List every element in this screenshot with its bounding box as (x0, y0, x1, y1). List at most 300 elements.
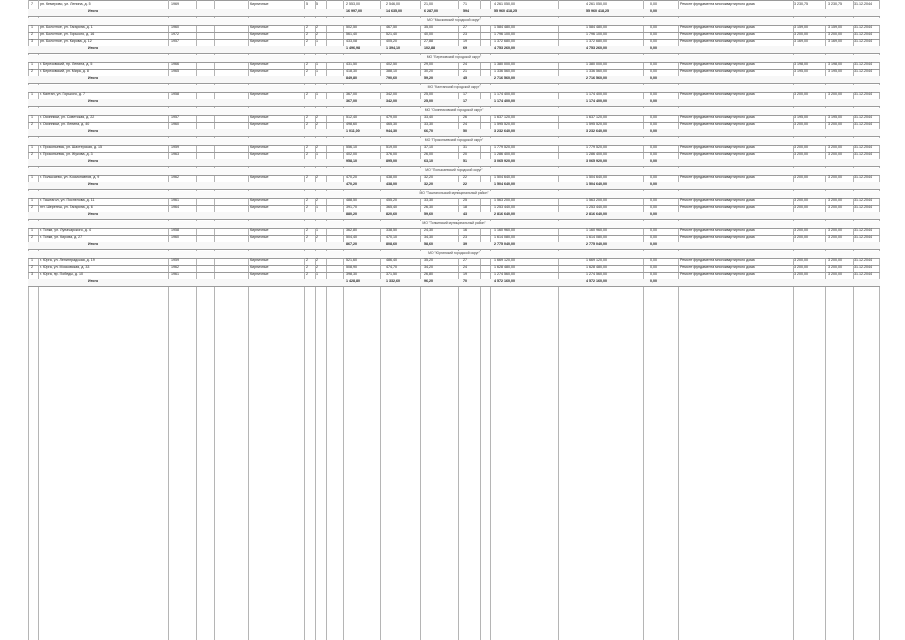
cell-en: 1 (316, 69, 318, 73)
cell-area: 508,90 (346, 265, 357, 269)
cell-cost2: 2 816 640,00 (586, 212, 607, 216)
cell-pers: 31 (463, 145, 467, 149)
cell-u2: 3 195,00 (828, 69, 842, 73)
cell-addr: г. Осинники, ул. Ленина, д. 40 (40, 122, 90, 126)
cell-u2: 3 200,00 (828, 198, 842, 202)
cell-cost2: 1 504 640,00 (586, 175, 607, 179)
cell-f: 0,00 (650, 212, 657, 216)
cell-n: 2 (31, 69, 33, 73)
cell-wall: Кирпичные (250, 145, 269, 149)
section-title: МО "Мысковский городской округ" (427, 18, 481, 22)
cell-area2: 521,40 (386, 32, 397, 36)
cell-addr: г. Березовский, пр. Ленина, д. 5 (40, 62, 93, 66)
cell-en: 2 (316, 198, 318, 202)
cell-area3: 29,00 (424, 62, 433, 66)
cell-area: 521,60 (346, 258, 357, 262)
cell-date: 31.12.2044 (854, 62, 872, 66)
cell-cost2: 1 563 200,00 (586, 198, 607, 202)
cell-work: Ремонт фундамента многоквартирного дома (680, 115, 755, 119)
cell-addr: г. Юрга, ул. Ленинградская, д. 19 (40, 258, 95, 262)
cell-cost2: 1 274 560,00 (586, 272, 607, 276)
cell-area: 502,50 (346, 25, 357, 29)
cell-fl: 2 (306, 115, 308, 119)
cell-date: 31.12.2044 (854, 175, 872, 179)
cell-f: 0,00 (650, 62, 657, 66)
cell-n: 1 (31, 228, 33, 232)
cell-area: 362,80 (346, 228, 357, 232)
cell-u1: 3 169,00 (794, 39, 808, 43)
cell-u1: 3 200,00 (794, 228, 808, 232)
cell-u2: 3 159,00 (828, 25, 842, 29)
cell-n: 3 (31, 272, 33, 276)
cell-work: Ремонт фундамента многоквартирного дома (680, 2, 755, 6)
cell-year: 1969 (171, 2, 179, 6)
cell-u1: 3 159,00 (794, 25, 808, 29)
cell-area2: 1 394,10 (386, 46, 400, 50)
cell-year: 1965 (171, 69, 179, 73)
cell-pers: 27 (463, 258, 467, 262)
cell-f: 0,00 (650, 235, 657, 239)
cell-cost: 1 174 400,00 (494, 92, 515, 96)
cell-addr: г. Полысаево, ул. Космонавтов, д. 9 (40, 175, 100, 179)
cell-work: Ремонт фундамента многоквартирного дома (680, 69, 755, 73)
cell-fl: 2 (306, 62, 308, 66)
cell-fl: 2 (306, 175, 308, 179)
cell-area2: 342,00 (386, 92, 397, 96)
cell-wall: Кирпичные (250, 25, 269, 29)
cell-cost: 4 572 160,00 (494, 279, 515, 283)
cell-area3: 21,00 (424, 2, 433, 6)
cell-wall: Кирпичные (250, 272, 269, 276)
section-title: МО "Березовский городской округ" (426, 55, 482, 59)
cell-area3: 32,20 (424, 182, 433, 186)
cell-fl: 2 (306, 25, 308, 29)
subtotal-label: Итого (88, 279, 99, 283)
cell-area3: 26,80 (424, 272, 433, 276)
cell-cost2: 1 372 680,00 (586, 39, 607, 43)
cell-f: 0,00 (650, 145, 657, 149)
cell-en: 2 (316, 175, 318, 179)
cell-cost: 1 274 560,00 (494, 272, 515, 276)
cell-date: 31.12.2044 (854, 69, 872, 73)
regional-program-table (28, 0, 880, 640)
cell-pers: 43 (463, 212, 467, 216)
cell-year: 1957 (171, 115, 179, 119)
cell-area: 1 011,00 (346, 129, 360, 133)
cell-area3: 26,30 (424, 205, 433, 209)
cell-cost: 1 504 640,00 (494, 182, 515, 186)
cell-f: 0,00 (650, 122, 657, 126)
cell-u2: 3 200,00 (828, 145, 842, 149)
cell-area3: 102,88 (424, 46, 435, 50)
cell-f: 0,00 (650, 46, 657, 50)
cell-pers: 18 (463, 205, 467, 209)
cell-en: 1 (316, 205, 318, 209)
cell-pers: 50 (463, 129, 467, 133)
cell-cost2: 1 174 400,00 (586, 92, 607, 96)
cell-cost2: 55 960 418,25 (586, 9, 609, 13)
cell-f: 0,00 (650, 76, 657, 80)
cell-area3: 66,70 (424, 129, 433, 133)
cell-addr: г. Прокопьевск, ул. Шахтерская, д. 15 (40, 145, 103, 149)
cell-year: 1964 (171, 205, 179, 209)
cell-cost2: 2 775 040,00 (586, 242, 607, 246)
cell-u2: 3 200,00 (828, 272, 842, 276)
cell-area3: 35,00 (424, 25, 433, 29)
cell-cost: 1 286 400,00 (494, 152, 515, 156)
cell-wall: Кирпичные (250, 265, 269, 269)
cell-area: 867,20 (346, 242, 357, 246)
cell-cost: 1 504 640,00 (494, 175, 515, 179)
cell-en: 1 (316, 152, 318, 156)
cell-en: 1 (316, 272, 318, 276)
cell-pers: 27 (463, 25, 467, 29)
cell-cost: 1 253 440,00 (494, 205, 515, 209)
cell-cost: 1 372 680,00 (494, 39, 515, 43)
cell-addr: г. Прокопьевск, ул. Жукова, д. 3 (40, 152, 93, 156)
cell-area2: 405,20 (386, 39, 397, 43)
cell-addr: рп. Болотное, ул. Кирова, д. 12 (40, 39, 92, 43)
cell-pers: 51 (463, 159, 467, 163)
cell-cost2: 4 261 050,00 (586, 2, 607, 6)
cell-en: 1 (316, 92, 318, 96)
cell-u1: 3 200,00 (794, 175, 808, 179)
subtotal-label: Итого (88, 212, 99, 216)
cell-area3: 26,00 (424, 152, 433, 156)
cell-area: 431,50 (346, 62, 357, 66)
cell-n: 1 (31, 198, 33, 202)
subtotal-row (28, 76, 880, 84)
cell-area2: 474,70 (386, 265, 397, 269)
cell-area3: 34,30 (424, 235, 433, 239)
cell-date: 31.12.2044 (854, 198, 872, 202)
cell-work: Ремонт фундамента многоквартирного дома (680, 235, 755, 239)
cell-year: 1960 (171, 122, 179, 126)
cell-date: 31.12.2044 (854, 272, 872, 276)
cell-f: 0,00 (650, 272, 657, 276)
cell-u1: 3 230,75 (794, 2, 808, 6)
section-title: МО "Топкинский муниципальный район" (422, 221, 486, 225)
cell-work: Ремонт фундамента многоквартирного дома (680, 265, 755, 269)
cell-en: 2 (316, 122, 318, 126)
cell-area3: 33,40 (424, 115, 433, 119)
cell-u1: 3 200,00 (794, 152, 808, 156)
subtotal-row (28, 9, 880, 17)
cell-en: 1 (316, 62, 318, 66)
cell-f: 0,00 (650, 228, 657, 232)
cell-cost: 1 336 560,00 (494, 69, 515, 73)
cell-area3: 24,30 (424, 228, 433, 232)
cell-f: 0,00 (650, 182, 657, 186)
cell-pers: 23 (463, 32, 467, 36)
cell-wall: Кирпичные (250, 92, 269, 96)
cell-year: 1958 (171, 92, 179, 96)
cell-cost: 55 960 418,25 (494, 9, 517, 13)
cell-wall: Кирпичные (250, 205, 269, 209)
cell-pers: 19 (463, 272, 467, 276)
cell-addr: г. Юрга, пр. Победы, д. 10 (40, 272, 83, 276)
cell-en: 2 (316, 235, 318, 239)
cell-date: 31.12.2044 (854, 2, 872, 6)
cell-work: Ремонт фундамента многоквартирного дома (680, 152, 755, 156)
cell-n: 2 (31, 265, 33, 269)
cell-u1: 3 200,00 (794, 92, 808, 96)
cell-n: 1 (31, 145, 33, 149)
cell-area2: 895,00 (386, 159, 397, 163)
cell-pers: 21 (463, 69, 467, 73)
cell-cost2: 2 716 560,00 (586, 76, 607, 80)
cell-cost2: 1 796 100,00 (586, 32, 607, 36)
cell-u2: 3 200,00 (828, 258, 842, 262)
cell-f: 0,00 (650, 92, 657, 96)
subtotal-row (28, 159, 880, 167)
subtotal-label: Итого (88, 46, 99, 50)
cell-area: 433,08 (346, 39, 357, 43)
cell-addr: г. Юрга, ул. Московская, д. 33 (40, 265, 90, 269)
cell-year: 1960 (171, 25, 179, 29)
cell-cost2: 1 380 000,00 (586, 62, 607, 66)
cell-date: 31.12.2044 (854, 145, 872, 149)
cell-work: Ремонт фундамента многоквартирного дома (680, 272, 755, 276)
cell-n: 2 (31, 152, 33, 156)
cell-cost2: 1 584 480,00 (586, 25, 607, 29)
cell-year: 1960 (171, 235, 179, 239)
cell-year: 1959 (171, 258, 179, 262)
cell-work: Ремонт фундамента многоквартирного дома (680, 62, 755, 66)
cell-addr: г. Калтан, ул. Горького, д. 7 (40, 92, 85, 96)
cell-cost: 1 614 080,00 (494, 235, 515, 239)
cell-f: 0,00 (650, 2, 657, 6)
cell-en: 5 (316, 2, 318, 6)
cell-year: 1966 (171, 62, 179, 66)
cell-cost: 1 174 400,00 (494, 99, 515, 103)
cell-pers: 20 (463, 152, 467, 156)
cell-n: 1 (31, 62, 33, 66)
cell-fl: 2 (306, 122, 308, 126)
subtotal-row (28, 99, 880, 107)
cell-u2: 3 200,00 (828, 122, 842, 126)
cell-n: 2 (31, 122, 33, 126)
cell-cost2: 1 286 400,00 (586, 152, 607, 156)
cell-date: 31.12.2044 (854, 152, 872, 156)
cell-area2: 1 332,60 (386, 279, 400, 283)
cell-u1: 3 200,00 (794, 265, 808, 269)
cell-pers: 69 (463, 46, 467, 50)
cell-f: 0,00 (650, 39, 657, 43)
subtotal-row (28, 182, 880, 190)
cell-cost: 1 796 100,00 (494, 32, 515, 36)
cell-area: 1 428,80 (346, 279, 360, 283)
subtotal-row (28, 212, 880, 220)
cell-area2: 790,60 (386, 76, 397, 80)
cell-wall: Кирпичные (250, 122, 269, 126)
cell-year: 1958 (171, 228, 179, 232)
cell-pers: 17 (463, 92, 467, 96)
cell-cost2: 1 779 520,00 (586, 145, 607, 149)
cell-cost2: 3 065 920,00 (586, 159, 607, 163)
cell-area: 2 553,00 (346, 2, 360, 6)
cell-u1: 3 200,00 (794, 272, 808, 276)
cell-cost: 1 584 480,00 (494, 25, 515, 29)
cell-area2: 376,00 (386, 152, 397, 156)
cell-area2: 388,10 (386, 69, 397, 73)
cell-area2: 338,50 (386, 228, 397, 232)
cell-area2: 438,00 (386, 175, 397, 179)
section-title: МО "Юргинский городской округ" (428, 251, 480, 255)
cell-area2: 371,50 (386, 272, 397, 276)
cell-cost: 4 753 260,00 (494, 46, 515, 50)
subtotal-row (28, 129, 880, 137)
cell-cost2: 1 504 640,00 (586, 182, 607, 186)
cell-year: 1962 (171, 265, 179, 269)
cell-f: 0,00 (650, 69, 657, 73)
cell-fl: 2 (306, 152, 308, 156)
cell-addr: г. Топки, ул. Кирова, д. 27 (40, 235, 83, 239)
cell-area: 504,40 (346, 235, 357, 239)
cell-u2: 3 200,00 (828, 205, 842, 209)
cell-cost: 1 595 520,00 (494, 122, 515, 126)
cell-date: 31.12.2044 (854, 205, 872, 209)
cell-fl: 2 (306, 92, 308, 96)
cell-cost2: 1 160 960,00 (586, 228, 607, 232)
cell-f: 0,00 (650, 198, 657, 202)
cell-n: 1 (31, 115, 33, 119)
cell-addr: г. Топки, ул. Луначарского, д. 4 (40, 228, 91, 232)
cell-fl: 2 (306, 39, 308, 43)
cell-addr: г. Осинники, ул. Советская, д. 22 (40, 115, 95, 119)
cell-u1: 3 200,00 (794, 235, 808, 239)
cell-year: 1961 (171, 198, 179, 202)
cell-n: 1 (31, 175, 33, 179)
cell-u2: 3 200,00 (828, 265, 842, 269)
cell-work: Ремонт фундамента многоквартирного дома (680, 25, 755, 29)
cell-work: Ремонт фундамента многоквартирного дома (680, 258, 755, 262)
cell-fl: 2 (306, 198, 308, 202)
cell-cost: 4 261 050,00 (494, 2, 515, 6)
cell-work: Ремонт фундамента многоквартирного дома (680, 175, 755, 179)
cell-u2: 3 198,00 (828, 62, 842, 66)
cell-area: 418,30 (346, 69, 357, 73)
cell-date: 31.12.2044 (854, 265, 872, 269)
cell-u1: 3 200,00 (794, 205, 808, 209)
cell-area3: 35,20 (424, 258, 433, 262)
cell-u2: 3 200,00 (828, 92, 842, 96)
cell-area2: 342,00 (386, 99, 397, 103)
subtotal-label: Итого (88, 99, 99, 103)
cell-f: 0,00 (650, 25, 657, 29)
cell-en: 2 (316, 145, 318, 149)
subtotal-label: Итого (88, 9, 99, 13)
cell-en: 2 (316, 265, 318, 269)
subtotal-label: Итого (88, 182, 99, 186)
section-title: МО "Калтанский городской округ" (427, 85, 481, 89)
cell-wall: Кирпичные (250, 198, 269, 202)
cell-pers: 24 (463, 265, 467, 269)
cell-area: 391,70 (346, 205, 357, 209)
cell-u2: 3 169,00 (828, 39, 842, 43)
cell-area2: 465,30 (386, 122, 397, 126)
cell-year: 1961 (171, 272, 179, 276)
cell-u1: 3 200,00 (794, 198, 808, 202)
cell-area2: 519,00 (386, 145, 397, 149)
cell-addr: пгт. Шерегеш, ул. Гагарина, д. 6 (40, 205, 93, 209)
cell-pers: 25 (463, 198, 467, 202)
cell-cost: 3 065 920,00 (494, 159, 515, 163)
cell-u2: 3 200,00 (828, 175, 842, 179)
cell-area: 880,20 (346, 212, 357, 216)
cell-area3: 59,20 (424, 76, 433, 80)
cell-f: 0,00 (650, 115, 657, 119)
cell-pers: 594 (463, 9, 469, 13)
cell-n: 2 (31, 235, 33, 239)
cell-area3: 96,20 (424, 279, 433, 283)
cell-year: 1972 (171, 32, 179, 36)
cell-f: 0,00 (650, 9, 657, 13)
cell-addr: рп. Кемерово, ул. Ленина, д. 5 (40, 2, 91, 6)
cell-area3: 25,00 (424, 99, 433, 103)
cell-wall: Кирпичные (250, 62, 269, 66)
cell-wall: Кирпичные (250, 69, 269, 73)
cell-u1: 3 200,00 (794, 122, 808, 126)
section-title: МО "Полысаевский городской округ" (425, 168, 483, 172)
cell-area3: 32,20 (424, 175, 433, 179)
cell-cost2: 4 572 160,00 (586, 279, 607, 283)
cell-area: 958,10 (346, 159, 357, 163)
cell-cost2: 1 637 120,00 (586, 115, 607, 119)
cell-pers: 39 (463, 242, 467, 246)
cell-date: 31.12.2044 (854, 92, 872, 96)
cell-area2: 438,00 (386, 182, 397, 186)
cell-pers: 24 (463, 122, 467, 126)
cell-cost: 1 779 520,00 (494, 145, 515, 149)
cell-work: Ремонт фундамента многоквартирного дома (680, 122, 755, 126)
cell-fl: 2 (306, 272, 308, 276)
cell-cost: 1 628 480,00 (494, 265, 515, 269)
cell-date: 31.12.2044 (854, 228, 872, 232)
cell-work: Ремонт фундамента многоквартирного дома (680, 92, 755, 96)
cell-en: 2 (316, 32, 318, 36)
cell-u2: 3 200,00 (828, 32, 842, 36)
cell-n: 1 (31, 92, 33, 96)
cell-area: 470,20 (346, 175, 357, 179)
cell-area3: 59,60 (424, 212, 433, 216)
cell-f: 0,00 (650, 242, 657, 246)
cell-area3: 33,30 (424, 198, 433, 202)
cell-pers: 45 (463, 76, 467, 80)
cell-n: 7 (31, 2, 33, 6)
cell-date: 31.12.2044 (854, 122, 872, 126)
cell-pers: 22 (463, 182, 467, 186)
cell-f: 0,00 (650, 159, 657, 163)
cell-area3: 27,88 (424, 39, 433, 43)
cell-area: 498,60 (346, 122, 357, 126)
cell-cost2: 1 628 480,00 (586, 265, 607, 269)
cell-u2: 3 200,00 (828, 152, 842, 156)
cell-wall: Кирпичные (250, 228, 269, 232)
cell-area: 367,00 (346, 99, 357, 103)
cell-fl: 2 (306, 265, 308, 269)
cell-area2: 820,60 (386, 212, 397, 216)
cell-cost: 2 716 560,00 (494, 76, 515, 80)
cell-area2: 486,40 (386, 258, 397, 262)
cell-wall: Кирпичные (250, 175, 269, 179)
cell-f: 0,00 (650, 205, 657, 209)
cell-area2: 808,60 (386, 242, 397, 246)
cell-area2: 402,50 (386, 62, 397, 66)
cell-cost2: 3 232 640,00 (586, 129, 607, 133)
cell-fl: 2 (306, 205, 308, 209)
cell-fl: 2 (306, 258, 308, 262)
